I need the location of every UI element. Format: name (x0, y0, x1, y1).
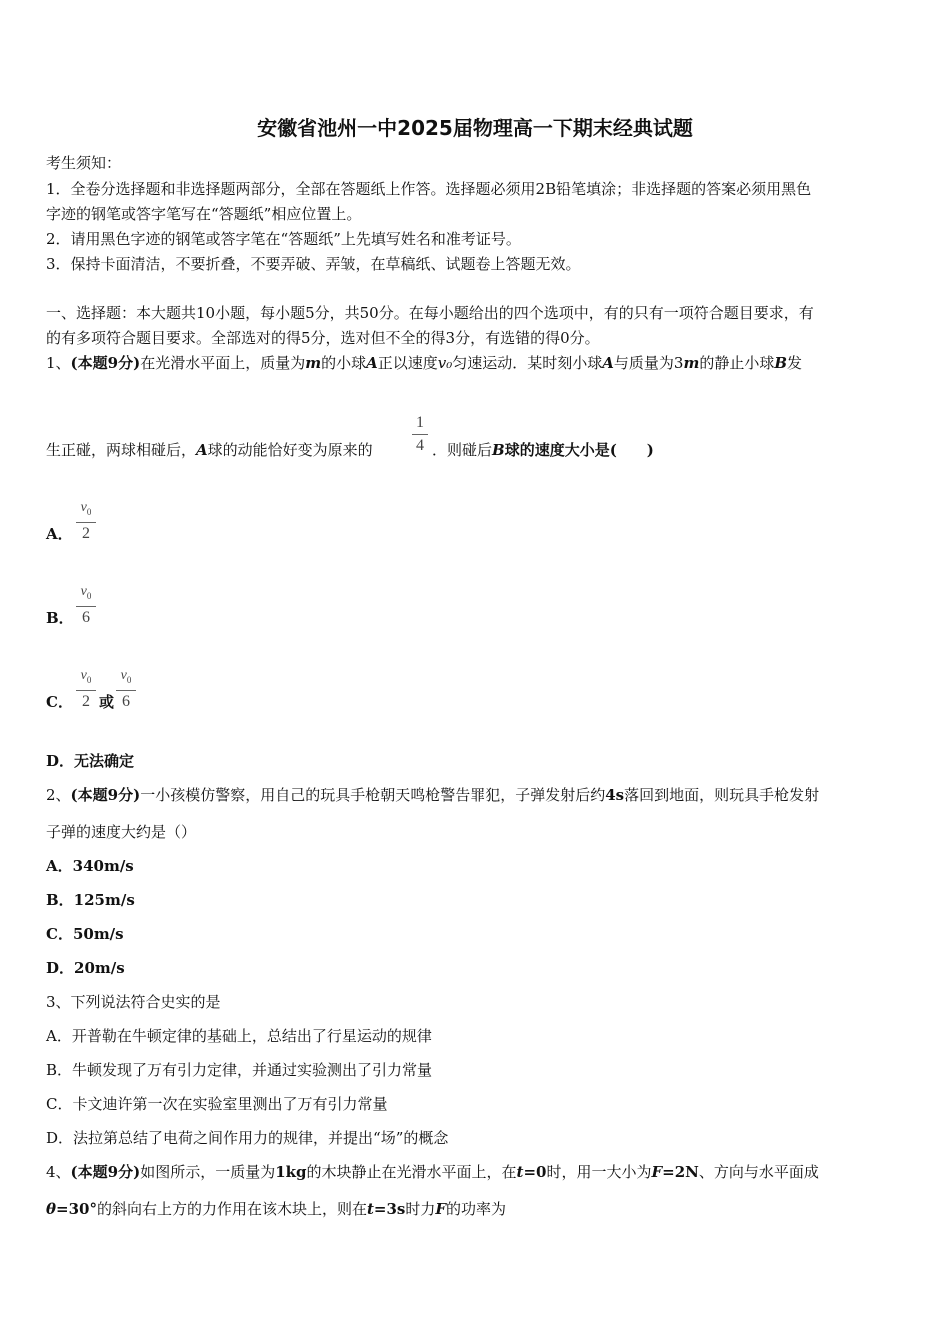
subscript-0: 0 (86, 506, 92, 517)
fraction-bar (76, 522, 96, 523)
var-v: v (120, 668, 127, 683)
q1-option-c-or: 或 (99, 693, 115, 711)
q1-option-c-label: C． (46, 693, 73, 711)
q2-number: 2、 (46, 786, 71, 804)
section-intro-b: 的有多项符合题目要求。全部选对的得5分，选对但不全的得3分，有选错的得0分。 (46, 329, 600, 347)
q1-var-a: A (602, 354, 614, 372)
q1-fraction-one-quarter (412, 414, 428, 455)
q2-option-d: D．20m/s (46, 959, 125, 977)
q4-var-theta: θ (46, 1200, 57, 1218)
q2-text: 落回到地面，则玩具手枪发射 (624, 786, 820, 804)
notice-line-1a: 1．全卷分选择题和非选择题两部分，全部在答题纸上作答。选择题必须用2B铅笔填涂；非选择题的答案必须用黑色 (46, 180, 812, 198)
fraction-bar (116, 690, 136, 691)
q1-var-m: m (305, 354, 322, 372)
q4-value: =30° (56, 1200, 97, 1218)
q4-var-t: t (366, 1200, 374, 1218)
q1-var-v0: v₀ (437, 354, 453, 372)
q1-text: 匀速运动．某时刻小球 (452, 354, 603, 372)
q2-option-a: A．340m/s (46, 857, 134, 875)
q1-text: 的静止小球 (699, 354, 775, 372)
notice-heading: 考生须知： (46, 154, 122, 172)
q2-score: (本题9分) (70, 786, 141, 804)
q3-stem: 3、下列说法符合史实的是 (46, 993, 221, 1011)
section-intro-a: 一、选择题：本大题共10小题，每小题5分，共50分。在每小题给出的四个选项中，有的只有一项符合题目要求，有 (46, 304, 814, 322)
q1-option-c-fraction-1 (76, 668, 96, 711)
q1-text: ．则碰后 (432, 441, 493, 459)
q4-value: =3s (373, 1200, 406, 1218)
fraction-denominator: 4 (416, 437, 424, 454)
q1-text: 在光滑水平面上，质量为 (140, 354, 306, 372)
q1-option-b-label: B． (46, 609, 74, 627)
q4-stem-line-1 (46, 1161, 819, 1182)
q4-text: 的功率为 (446, 1200, 507, 1218)
q2-option-b: B．125m/s (46, 891, 135, 909)
q4-text: 的斜向右上方的力作用在该木块上，则在 (96, 1200, 367, 1218)
q1-text: 生正碰，两球相碰后， (46, 441, 197, 459)
q4-text: 时力 (405, 1200, 436, 1218)
q2-stem-line-1 (46, 784, 819, 805)
notice-line-2: 2．请用黑色字迹的钢笔或答字笔在“答题纸”上先填写姓名和准考证号。 (46, 230, 521, 248)
subscript-0: 0 (86, 674, 92, 685)
q1-var-b: B (492, 441, 505, 459)
fraction-denominator: 6 (122, 692, 130, 710)
notice-line-3: 3．保持卡面清洁，不要折叠，不要弄破、弄皱，在草稿纸、试题卷上答题无效。 (46, 255, 581, 273)
q1-score: (本题9分) (70, 354, 141, 372)
q4-stem-line-2 (46, 1198, 506, 1219)
q4-var-f: F (435, 1200, 447, 1218)
q4-var-f: F (651, 1163, 663, 1181)
q3-option-b: B．牛顿发现了万有引力定律，并通过实验测出了引力常量 (46, 1061, 433, 1079)
q4-text: 、方向与水平面成 (698, 1163, 819, 1181)
var-v: v (80, 584, 87, 599)
q4-value: =0 (523, 1163, 547, 1181)
q1-text: 正以速度 (377, 354, 438, 372)
q1-text: 与质量为3 (613, 354, 684, 372)
notice-line-1b: 字迹的钢笔或答字笔写在“答题纸”相应位置上。 (46, 205, 362, 223)
q4-value-mass: 1kg (275, 1163, 307, 1181)
q4-text: 时，用一大小为 (546, 1163, 652, 1181)
fraction-bar (76, 690, 96, 691)
q2-stem-line-2: 子弹的速度大约是（） (46, 823, 197, 841)
fraction-denominator: 2 (82, 524, 90, 542)
q4-number: 4、 (46, 1163, 71, 1181)
q1-stem-line-1 (46, 352, 802, 373)
q4-text: 的木块静止在光滑水平面上，在 (306, 1163, 517, 1181)
fraction-bar (412, 434, 428, 435)
q1-var-m: m (683, 354, 700, 372)
var-v: v (80, 668, 87, 683)
q1-option-a-label: A． (46, 525, 73, 543)
q1-stem-line-2a (46, 439, 373, 460)
q3-option-d: D．法拉第总结了电荷之间作用力的规律，并提出“场”的概念 (46, 1129, 449, 1147)
q1-text: 球的动能恰好变为原来的 (207, 441, 373, 459)
q1-var-a: A (366, 354, 378, 372)
q1-text: 发 (787, 354, 803, 372)
q4-score: (本题9分) (70, 1163, 141, 1181)
q2-option-c: C．50m/s (46, 925, 124, 943)
q1-text: 的小球 (321, 354, 367, 372)
fraction-numerator (76, 668, 96, 688)
subscript-0: 0 (126, 674, 132, 685)
var-v: v (80, 500, 87, 515)
q4-text: 如图所示，一质量为 (140, 1163, 276, 1181)
q2-text: 一小孩模仿警察，用自己的玩具手枪朝天鸣枪警告罪犯，子弹发射后约 (140, 786, 606, 804)
fraction-numerator (76, 584, 96, 604)
q1-option-c-fraction-2 (116, 668, 136, 711)
fraction-numerator: 1 (416, 414, 424, 431)
fraction-numerator (116, 668, 136, 688)
q3-option-a: A．开普勒在牛顿定律的基础上，总结出了行星运动的规律 (46, 1027, 432, 1045)
fraction-denominator: 2 (82, 692, 90, 710)
q4-value: =2N (662, 1163, 699, 1181)
fraction-bar (76, 606, 96, 607)
q4-var-t: t (516, 1163, 524, 1181)
fraction-numerator (76, 500, 96, 520)
subscript-0: 0 (86, 590, 92, 601)
q1-stem-line-2b (432, 439, 654, 460)
q1-option-b-fraction (76, 584, 96, 627)
q1-text: 球的速度大小是( ) (504, 441, 654, 459)
q1-option-a-fraction (76, 500, 96, 543)
q1-var-b: B (774, 354, 788, 372)
q1-var-a: A (196, 441, 208, 459)
q1-number: 1、 (46, 354, 71, 372)
fraction-denominator: 6 (82, 608, 90, 626)
q2-value-4s: 4s (605, 786, 625, 804)
page-title: 安徽省池州一中2025届物理高一下期末经典试题 (257, 116, 693, 140)
q1-option-d: D．无法确定 (46, 752, 135, 770)
q3-option-c: C．卡文迪许第一次在实验室里测出了万有引力常量 (46, 1095, 388, 1113)
